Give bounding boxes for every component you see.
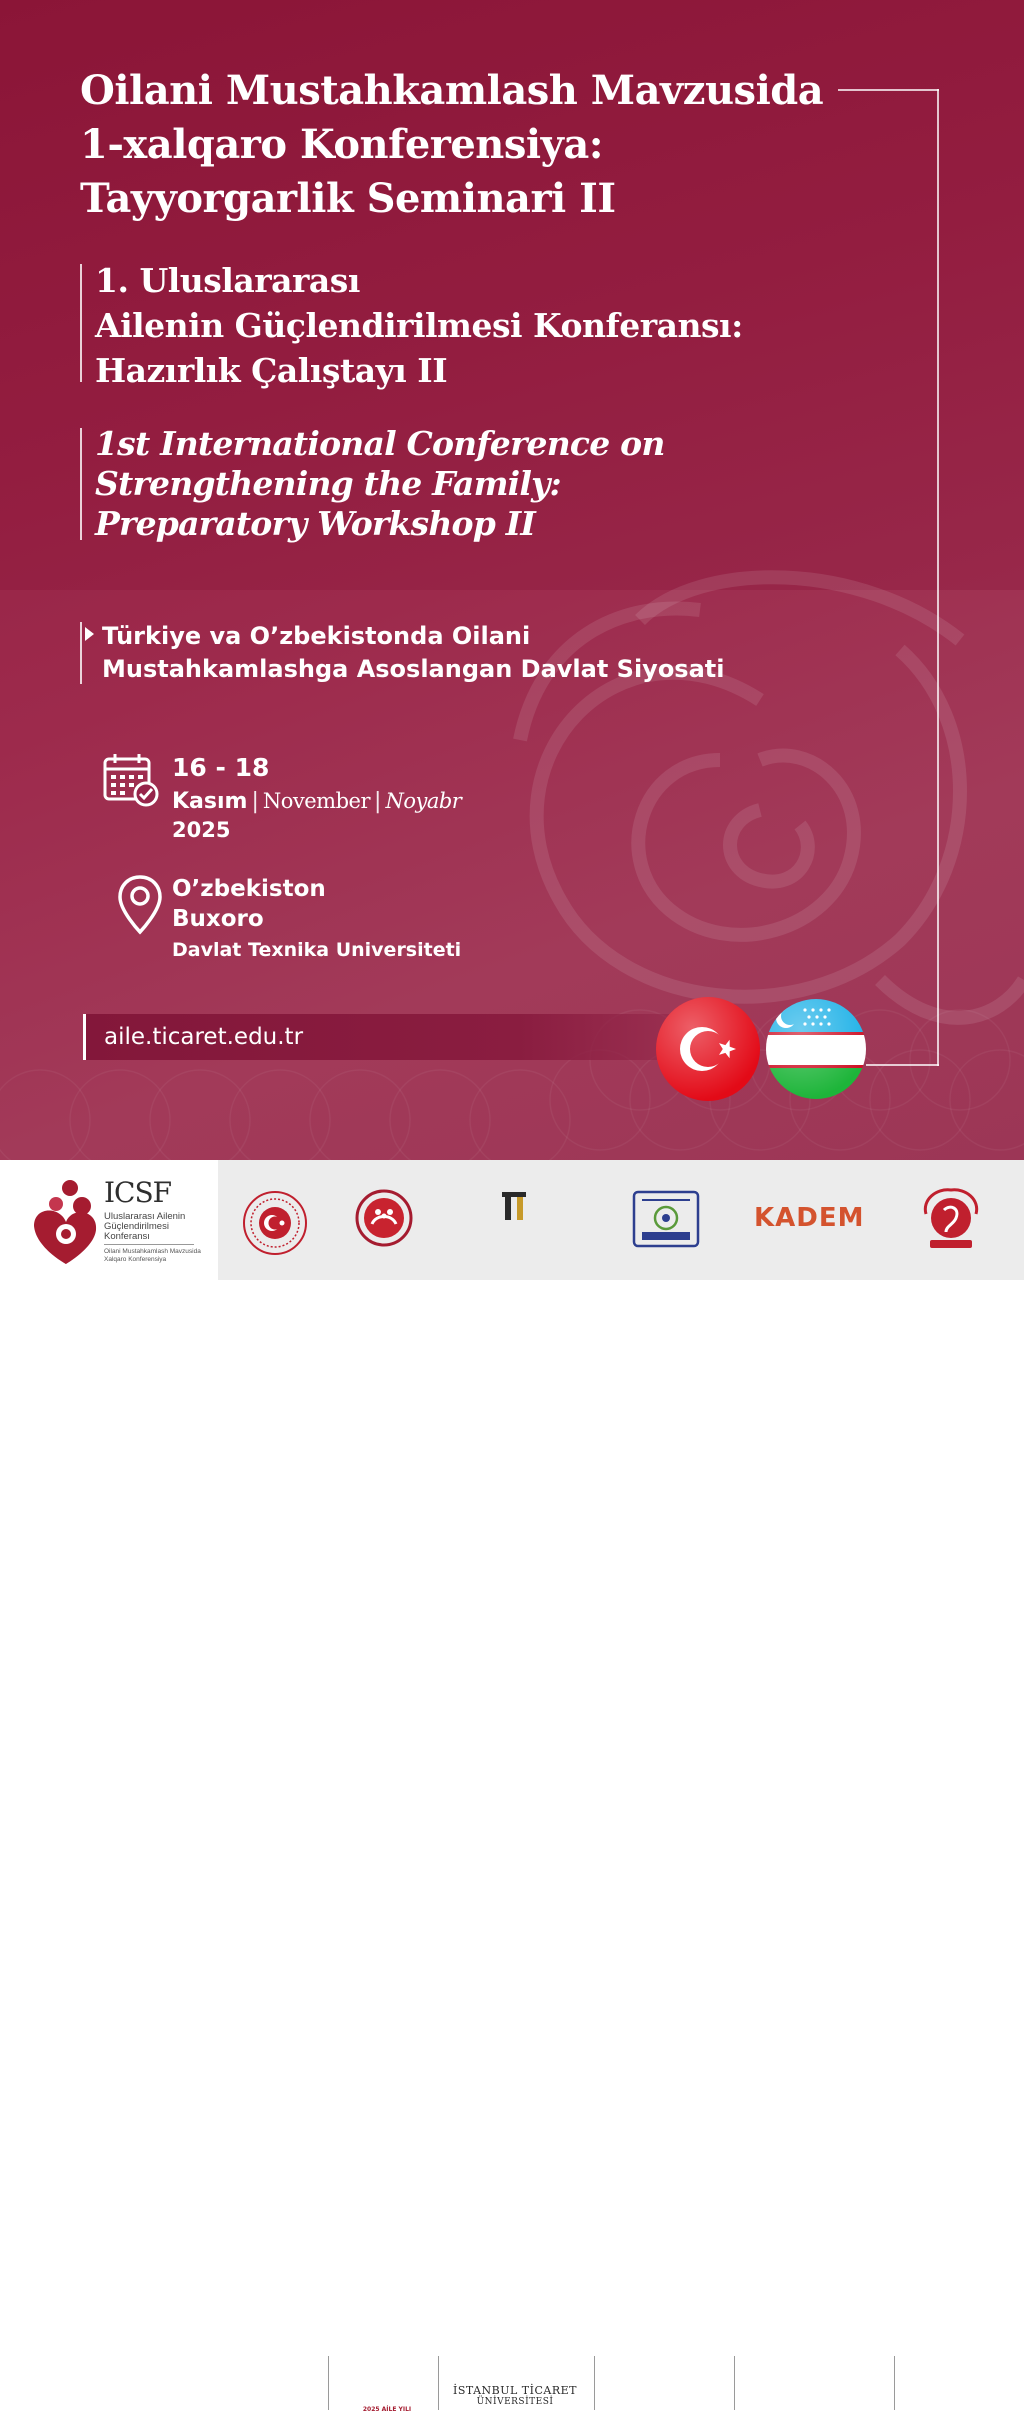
rule-turkish bbox=[80, 264, 82, 382]
logo-separator bbox=[328, 2356, 329, 2410]
location-country: O’zbekiston bbox=[172, 876, 326, 902]
month-uzbek: Noyabr bbox=[385, 789, 462, 813]
website-link[interactable]: aile.ticaret.edu.tr bbox=[104, 1024, 304, 1050]
logo-separator bbox=[734, 2356, 735, 2410]
title-turkish-line3: Hazırlık Çalıştayı II bbox=[95, 351, 448, 390]
frame-line-right bbox=[937, 89, 939, 1066]
kadem-logo: KADEM bbox=[754, 1203, 865, 1233]
istanbul-ticaret-name: İSTANBUL TİCARET bbox=[452, 2384, 578, 2397]
month-english: November bbox=[262, 789, 371, 813]
icsf-turkish-name: Uluslararası Ailenin Güçlendirilmesi Konferansı bbox=[104, 1211, 186, 1242]
location-institution: Davlat Texnika Universiteti bbox=[172, 939, 462, 961]
date-days: 16 - 18 bbox=[172, 753, 270, 782]
date-year: 2025 bbox=[172, 818, 231, 842]
title-turkish bbox=[95, 258, 835, 393]
title-turkish-line2: Ailenin Güçlendirilmesi Konferansı: bbox=[95, 306, 743, 345]
icsf-uzbek-name: Oilani Mustahkamlash Mavzusida Xalqaro Konferensiya bbox=[104, 1248, 201, 1263]
logo-separator bbox=[438, 2356, 439, 2410]
icsf-divider bbox=[104, 1244, 194, 1245]
title-uzbek: Oilani Mustahkamlash Mavzusida 1-xalqaro Konferensiya: Tayyorgarlik Seminari II bbox=[80, 67, 824, 222]
title-english-line1: 1st International Conference on bbox=[95, 424, 665, 463]
date-month bbox=[172, 786, 461, 818]
topic-line1: Türkiye va O’zbekistonda Oilani bbox=[102, 622, 531, 650]
icsf-title: ICSF bbox=[104, 1176, 172, 1209]
url-bar[interactable] bbox=[83, 1014, 704, 1060]
location-city: Buxoro bbox=[172, 906, 264, 932]
location-pin-icon bbox=[116, 874, 164, 936]
logo-separator bbox=[594, 2356, 595, 2410]
ministry-seal-icon bbox=[242, 1190, 308, 1256]
separator: | bbox=[251, 789, 259, 814]
istanbul-ticaret-logo-icon bbox=[500, 1190, 528, 1222]
rule-topic bbox=[80, 622, 82, 684]
calendar-icon bbox=[102, 752, 160, 808]
turkey-flag-icon bbox=[656, 997, 760, 1101]
title-turkish-line1: 1. Uluslararası bbox=[95, 261, 360, 300]
topic-text bbox=[102, 620, 862, 686]
uzbek-university-emblem-icon bbox=[628, 1188, 704, 1250]
topic-line2: Mustahkamlashga Asoslangan Davlat Siyosati bbox=[102, 655, 725, 683]
title-english-line3: Preparatory Workshop II bbox=[95, 504, 535, 543]
logo-separator bbox=[894, 2356, 895, 2410]
month-turkish: Kasım bbox=[172, 789, 248, 814]
rule-english bbox=[80, 428, 82, 540]
icsf-logo-icon bbox=[26, 1176, 102, 1268]
title-english-line2: Strengthening the Family: bbox=[95, 464, 561, 503]
istanbul-ticaret-subtitle: ÜNİVERSİTESİ bbox=[476, 2397, 554, 2407]
womens-association-emblem-icon bbox=[918, 1184, 984, 1256]
separator: | bbox=[374, 789, 382, 814]
title-english bbox=[95, 424, 835, 544]
icsf-logo-panel bbox=[0, 1160, 218, 1280]
arrow-icon bbox=[85, 627, 94, 641]
family-year-badge-icon bbox=[348, 1188, 420, 1252]
frame-line-bottom bbox=[866, 1064, 939, 1066]
family-year-label: 2025 AİLE YILI bbox=[362, 2406, 412, 2413]
frame-line-top bbox=[838, 89, 939, 91]
uzbekistan-flag-icon bbox=[760, 996, 874, 1108]
footer bbox=[0, 1160, 1024, 2413]
flags bbox=[650, 988, 874, 1112]
